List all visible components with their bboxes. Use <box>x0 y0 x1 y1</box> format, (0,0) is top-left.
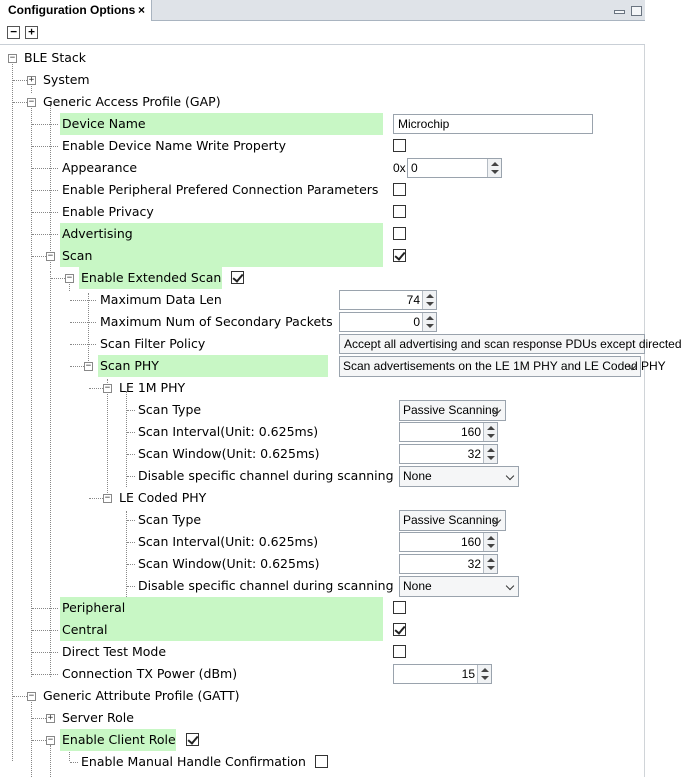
tree-guide <box>32 630 58 631</box>
1m-disable-channel-select[interactable] <box>399 466 519 487</box>
tree-guide <box>32 146 58 147</box>
tree-label: Device Name <box>60 113 383 135</box>
enable-device-name-write-checkbox[interactable] <box>393 139 406 152</box>
tree-label: Enable Manual Handle Confirmation <box>81 754 306 769</box>
tree-row-enable-device-name-write[interactable] <box>0 135 645 157</box>
tree-label: Enable Device Name Write Property <box>62 138 286 153</box>
tree-guide <box>127 432 135 433</box>
tree-guide <box>70 344 96 345</box>
tree-guide <box>32 234 58 235</box>
tree-row-1m-scan-type[interactable] <box>0 399 645 421</box>
max-data-len-stepper[interactable] <box>339 290 437 310</box>
tree-label: Connection TX Power (dBm) <box>62 666 238 681</box>
collapse-icon[interactable]: − <box>28 691 35 701</box>
tree-row-server-role[interactable] <box>0 707 645 729</box>
tree-row-coded-scan-type[interactable] <box>0 509 645 531</box>
tree-label: Scan <box>60 245 383 267</box>
coded-scan-window-value: 32 <box>467 557 481 571</box>
appearance-stepper[interactable] <box>407 158 502 178</box>
device-name-input[interactable]: Microchip <box>393 114 593 134</box>
tree-guide <box>32 256 46 257</box>
tree-guide <box>89 498 103 499</box>
expand-all-button[interactable]: + <box>25 26 38 39</box>
coded-scan-type-selected: Passive Scanning <box>403 513 499 527</box>
tree-label: LE 1M PHY <box>119 380 186 395</box>
tree-label: BLE Stack <box>24 50 87 65</box>
tree-label: Enable Peripheral Prefered Connection Parameters <box>62 182 379 197</box>
tree-label: Maximum Data Len <box>100 292 222 307</box>
coded-scan-type-select[interactable] <box>399 510 506 531</box>
enable-client-role-checkbox[interactable] <box>186 733 199 746</box>
tree-row-system[interactable] <box>0 69 645 91</box>
collapse-icon[interactable]: − <box>9 53 16 63</box>
toolbar <box>0 21 645 45</box>
tree-row-enable-manual-handle[interactable] <box>0 751 645 773</box>
tree-label: Scan PHY <box>98 355 328 377</box>
tree-guide <box>70 762 78 763</box>
tree-label: LE Coded PHY <box>119 490 207 505</box>
central-checkbox[interactable] <box>393 623 406 636</box>
tree-row-1m-scan-window[interactable] <box>0 443 645 465</box>
advertising-checkbox[interactable] <box>393 227 406 240</box>
tree-label: Advertising <box>60 223 383 245</box>
tree-label: Scan Type <box>138 402 202 417</box>
tree-guide <box>13 80 27 81</box>
1m-scan-window-stepper[interactable] <box>399 444 498 464</box>
tree-guide <box>32 652 58 653</box>
tree-guide <box>127 564 135 565</box>
tree-row-ble-stack[interactable] <box>0 47 645 69</box>
1m-disable-channel-selected: None <box>403 469 432 483</box>
tree-label: Generic Access Profile (GAP) <box>43 94 221 109</box>
tree-label: Enable Extended Scan <box>79 267 222 289</box>
tree-label: Scan Window(Unit: 0.625ms) <box>138 556 320 571</box>
tree-row-1m-disable-channel[interactable] <box>0 465 645 487</box>
tree-row-appearance[interactable] <box>0 157 645 179</box>
maximize-icon[interactable] <box>631 6 642 16</box>
scan-phy-select[interactable] <box>339 356 666 377</box>
tree-guide <box>70 366 84 367</box>
spinner-arrows-icon[interactable] <box>422 313 436 331</box>
tree-row-gap[interactable] <box>0 91 645 113</box>
tree-guide <box>13 102 27 103</box>
tree-label: Central <box>60 619 383 641</box>
tree-label: Scan Interval(Unit: 0.625ms) <box>138 534 319 549</box>
1m-scan-type-selected: Passive Scanning <box>403 403 499 417</box>
chevron-down-icon <box>506 582 514 590</box>
tree-label: Enable Privacy <box>62 204 154 219</box>
tree-label: Generic Attribute Profile (GATT) <box>43 688 240 703</box>
tree-label: Disable specific channel during scanning <box>138 468 394 483</box>
tree-guide <box>127 520 135 521</box>
enable-peripheral-pref-checkbox[interactable] <box>393 183 406 196</box>
direct-test-mode-checkbox[interactable] <box>393 645 406 658</box>
tree-guide <box>51 278 65 279</box>
tree-row-scan-phy[interactable] <box>0 355 666 377</box>
scan-filter-policy-field[interactable]: Accept all advertising and scan response PDUs except directed <box>339 334 645 354</box>
collapse-icon[interactable]: − <box>47 251 54 261</box>
tree-label: Maximum Num of Secondary Packets <box>100 314 333 329</box>
appearance-value: 0 <box>411 161 418 175</box>
tree-row-enable-privacy[interactable] <box>0 201 645 223</box>
peripheral-checkbox[interactable] <box>393 601 406 614</box>
scan-phy-selected: Scan advertisements on the LE 1M PHY and LE Coded PHY <box>343 359 666 373</box>
tree-label: Scan Filter Policy <box>100 336 206 351</box>
tree-row-1m-scan-interval[interactable] <box>0 421 645 443</box>
coded-scan-window-stepper[interactable] <box>399 554 498 574</box>
tree-guide <box>127 454 135 455</box>
tree-guide <box>70 322 96 323</box>
tree-row-enable-extended-scan[interactable] <box>0 267 645 289</box>
spinner-arrows-icon[interactable] <box>487 159 501 177</box>
tree-row-advertising[interactable] <box>0 223 645 245</box>
tree-row-coded-scan-interval[interactable] <box>0 531 645 553</box>
tree-row-peripheral[interactable] <box>0 597 645 619</box>
tree-guide <box>32 124 58 125</box>
tree-guide <box>32 168 58 169</box>
tree-row-central[interactable] <box>0 619 645 641</box>
collapse-icon[interactable]: − <box>47 735 54 745</box>
tree-guide <box>32 718 46 719</box>
1m-scan-interval-stepper[interactable] <box>399 422 498 442</box>
tab-title: Configuration Options <box>8 3 136 17</box>
tree-row-max-data-len[interactable] <box>0 289 645 311</box>
enable-privacy-checkbox[interactable] <box>393 205 406 218</box>
tree-guide <box>127 586 135 587</box>
tree-guide <box>32 608 58 609</box>
tab-bar <box>0 0 645 21</box>
max-secondary-packets-value: 0 <box>413 315 420 329</box>
tree-guide <box>13 696 27 697</box>
connection-tx-power-value: 15 <box>461 667 475 681</box>
tree-row-coded-scan-window[interactable] <box>0 553 645 575</box>
scan-checkbox[interactable] <box>393 249 406 262</box>
collapse-icon[interactable]: − <box>85 361 92 371</box>
tree-label: Disable specific channel during scanning <box>138 578 394 593</box>
chevron-down-icon <box>506 472 514 480</box>
tree-label: Appearance <box>62 160 138 175</box>
spinner-arrows-icon[interactable] <box>477 665 491 683</box>
tree-label: Server Role <box>62 710 134 725</box>
expand-icon[interactable]: + <box>47 713 54 723</box>
tree-guide <box>32 674 58 675</box>
spinner-arrows-icon[interactable] <box>483 533 497 551</box>
spinner-arrows-icon[interactable] <box>483 555 497 573</box>
coded-scan-interval-value: 160 <box>460 535 481 549</box>
tree-guide <box>32 740 46 741</box>
1m-scan-type-select[interactable] <box>399 400 506 421</box>
enable-extended-scan-checkbox[interactable] <box>231 271 244 284</box>
hex-prefix: 0x <box>393 161 406 175</box>
coded-disable-channel-selected: None <box>403 579 432 593</box>
tab-configuration-options[interactable] <box>0 0 152 21</box>
tree-row-enable-client-role[interactable] <box>0 729 645 751</box>
tree-row-scan-filter-policy[interactable] <box>0 333 682 355</box>
tree-row-connection-tx-power[interactable] <box>0 663 645 685</box>
1m-scan-window-value: 32 <box>467 447 481 461</box>
coded-disable-channel-select[interactable] <box>399 576 519 597</box>
collapse-icon[interactable]: − <box>104 493 111 503</box>
collapse-icon[interactable]: − <box>28 97 35 107</box>
spinner-arrows-icon[interactable] <box>422 291 436 309</box>
tree-label: Direct Test Mode <box>62 644 167 659</box>
tree-row-device-name[interactable] <box>0 113 645 135</box>
tree-row-le-coded-phy[interactable] <box>0 487 645 509</box>
tree-guide <box>89 388 103 389</box>
tree-label: System <box>43 72 90 87</box>
tree-guide <box>70 300 96 301</box>
spinner-arrows-icon[interactable] <box>483 423 497 441</box>
spinner-arrows-icon[interactable] <box>483 445 497 463</box>
collapse-all-button[interactable]: − <box>7 26 20 39</box>
tree-row-enable-peripheral-pref[interactable] <box>0 179 645 201</box>
tree-row-gatt[interactable] <box>0 685 645 707</box>
tree-label: Peripheral <box>60 597 383 619</box>
tree-row-le-1m-phy[interactable] <box>0 377 645 399</box>
configuration-tree <box>0 45 682 777</box>
connection-tx-power-stepper[interactable] <box>393 664 492 684</box>
enable-manual-handle-checkbox[interactable] <box>315 755 328 768</box>
tree-guide <box>32 212 58 213</box>
minimize-icon[interactable] <box>614 10 625 14</box>
tree-guide <box>127 542 135 543</box>
tree-guide <box>32 190 58 191</box>
tree-row-direct-test-mode[interactable] <box>0 641 645 663</box>
expand-icon[interactable]: + <box>28 75 35 85</box>
tree-row-scan[interactable] <box>0 245 645 267</box>
tree-label: Enable Client Role <box>60 729 176 751</box>
max-data-len-value: 74 <box>406 293 420 307</box>
collapse-icon[interactable]: − <box>104 383 111 393</box>
tree-guide <box>127 476 135 477</box>
tree-row-max-secondary-packets[interactable] <box>0 311 645 333</box>
max-secondary-packets-stepper[interactable] <box>339 312 437 332</box>
tree-guide <box>127 410 135 411</box>
collapse-icon[interactable]: − <box>66 273 73 283</box>
coded-scan-interval-stepper[interactable] <box>399 532 498 552</box>
tree-label: Scan Interval(Unit: 0.625ms) <box>138 424 319 439</box>
tree-row-coded-disable-channel[interactable] <box>0 575 645 597</box>
tree-label: Scan Window(Unit: 0.625ms) <box>138 446 320 461</box>
tree-label: Scan Type <box>138 512 202 527</box>
close-icon[interactable]: × <box>137 3 145 17</box>
1m-scan-interval-value: 160 <box>460 425 481 439</box>
